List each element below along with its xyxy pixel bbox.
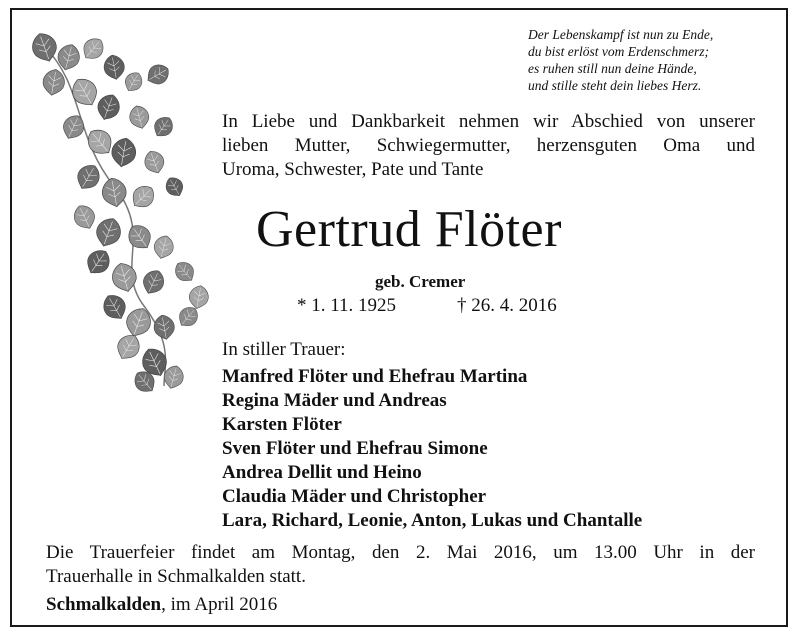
ivy-leaf	[124, 220, 156, 254]
ivy-leaf	[99, 291, 131, 324]
ivy-leaf	[150, 113, 177, 141]
ivy-leaf	[162, 174, 187, 200]
ivy-leaf	[127, 181, 159, 213]
maiden-name: geb. Cremer	[375, 272, 466, 291]
mourning-label: In stiller Trauer:	[222, 339, 346, 360]
birth-date: * 1. 11. 1925	[297, 295, 397, 316]
ivy-leaf	[94, 91, 123, 123]
poem	[528, 26, 768, 94]
ivy-leaf	[78, 34, 107, 64]
ivy-leaf	[92, 215, 124, 250]
poem-line: und stille steht dein liebes Herz.	[528, 78, 702, 93]
closing-place: Schmalkalden	[46, 594, 162, 615]
ivy-leaf	[127, 103, 151, 130]
ivy-leaf	[152, 313, 176, 341]
family-member: Claudia Mäder und Christopher	[222, 486, 487, 507]
ivy-leaf	[122, 305, 154, 340]
poem-line: es ruhen still nun deine Hände,	[528, 61, 697, 76]
ivy-leaf	[142, 148, 168, 176]
family-member: Karsten Flöter	[222, 414, 342, 435]
ivy-leaf	[82, 245, 114, 279]
family-member: Regina Mäder und Andreas	[222, 390, 447, 411]
family-list	[222, 365, 642, 533]
intro-line: Uroma, Schwester, Pate und Tante	[222, 159, 484, 180]
ivy-leaf	[59, 112, 88, 143]
family-member: Sven Flöter und Ehefrau Simone	[222, 438, 488, 459]
poem-line: Der Lebenskampf ist nun zu Ende,	[528, 27, 714, 42]
ivy-leaf	[100, 176, 128, 209]
ivy-leaf	[55, 42, 82, 73]
ivy-leaf	[121, 69, 146, 95]
closing-date: , im April 2016	[161, 594, 278, 615]
ivy-leaves-icon	[14, 26, 224, 406]
ivy-leaf	[113, 331, 145, 364]
ivy-leaf	[67, 74, 102, 111]
ivy-leaf	[171, 258, 199, 286]
deceased-name: Gertrud Flöter	[256, 201, 562, 258]
intro-line: lieben Mutter, Schwiegermutter, herzensguten Oma und	[222, 135, 755, 156]
poem-line: du bist erlöst vom Erdenschmerz;	[528, 44, 709, 59]
funeral-info	[46, 541, 755, 589]
closing-line	[46, 594, 277, 616]
family-member: Andrea Dellit und Heino	[222, 462, 422, 483]
funeral-line: Trauerhalle in Schmalkalden statt.	[46, 566, 306, 587]
funeral-line: Die Trauerfeier findet am Montag, den 2. Mai 2016, um 13.00 Uhr in der	[46, 542, 755, 563]
ivy-leaf	[70, 202, 99, 233]
intro-line: In Liebe und Dankbarkeit nehmen wir Abschied von unserer	[222, 111, 755, 132]
ivy-leaf	[110, 136, 138, 169]
ivy-leaf	[139, 267, 168, 298]
life-dates	[297, 295, 557, 317]
ivy-leaf	[102, 53, 126, 81]
death-date: † 26. 4. 2016	[457, 295, 557, 316]
family-member: Manfred Flöter und Ehefrau Martina	[222, 366, 528, 387]
intro-text	[222, 110, 755, 182]
ivy-leaf	[187, 284, 210, 310]
family-member: Lara, Richard, Leonie, Anton, Lukas und Chantalle	[222, 510, 643, 531]
ivy-leaf	[152, 233, 176, 260]
ivy-leaf	[143, 61, 173, 89]
